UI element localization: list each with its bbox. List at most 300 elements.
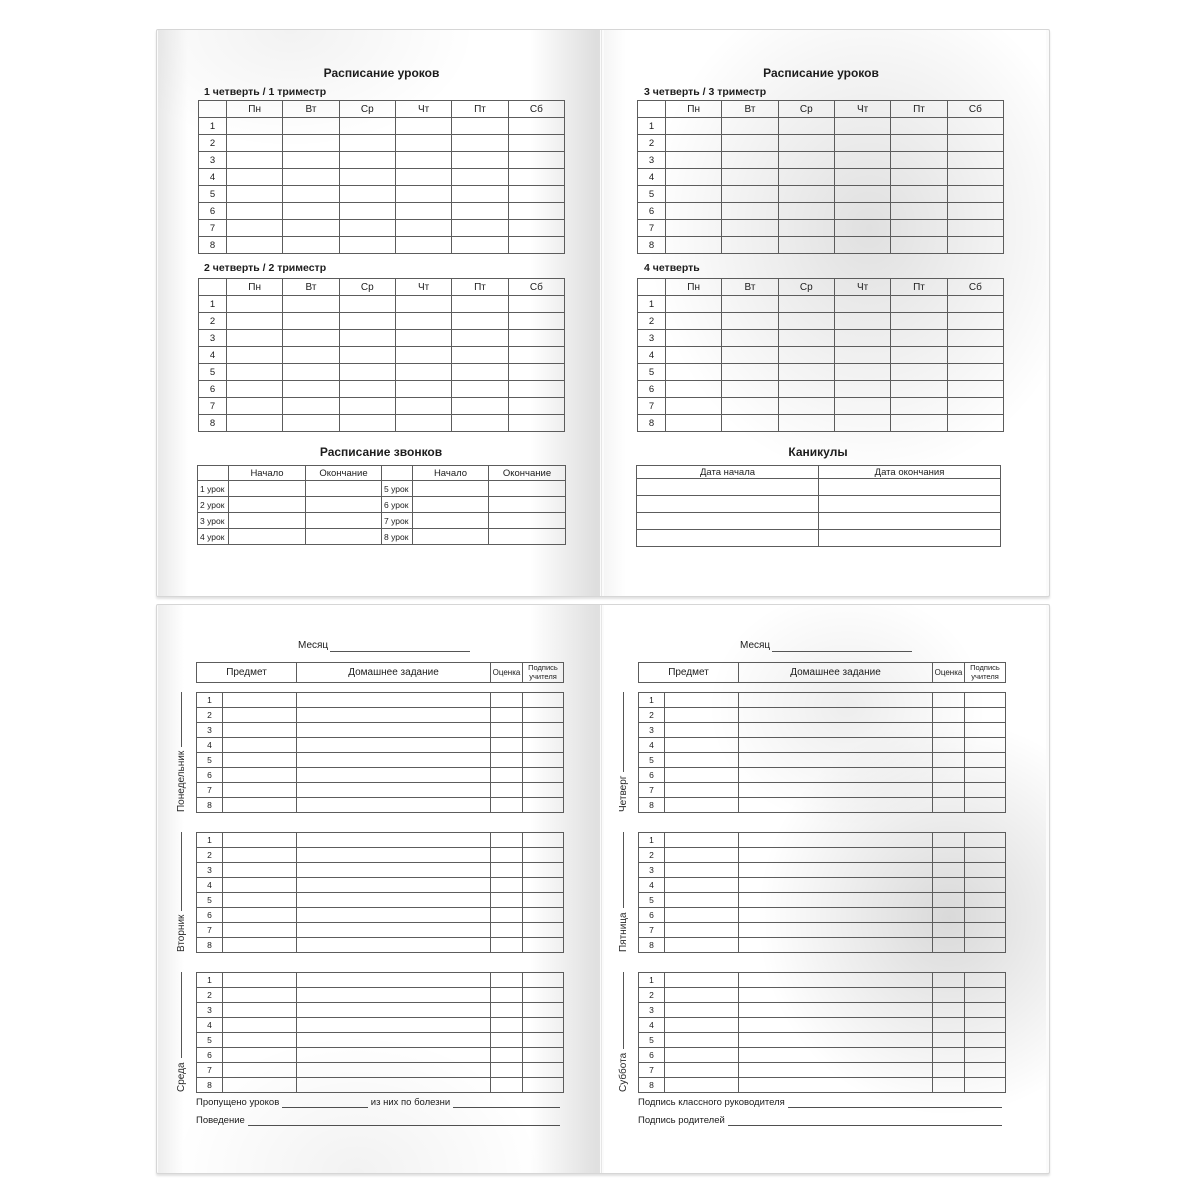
homework-cell	[297, 693, 491, 708]
homework-cell	[739, 738, 933, 753]
weekday-header-cell: Вт	[722, 101, 778, 118]
lesson-number-cell: 6	[199, 203, 227, 220]
schedule-empty-cell	[452, 313, 508, 330]
schedule-empty-cell	[666, 364, 722, 381]
day-row	[639, 908, 1006, 923]
subject-cell	[665, 1078, 739, 1093]
schedule-empty-cell	[452, 220, 508, 237]
lesson-number-cell: 3	[639, 723, 665, 738]
schedule-empty-cell	[452, 347, 508, 364]
lesson-number-cell: 1	[639, 833, 665, 848]
signature-cell	[965, 798, 1006, 813]
signature-cell	[965, 738, 1006, 753]
signature-cell	[965, 973, 1006, 988]
weekday-header-cell: Пн	[666, 101, 722, 118]
schedule-empty-cell	[508, 398, 564, 415]
lesson-number-cell: 8	[199, 237, 227, 254]
schedule-empty-cell	[452, 381, 508, 398]
schedule-empty-cell	[227, 203, 283, 220]
signature-cell	[523, 798, 564, 813]
schedule-empty-cell	[891, 364, 947, 381]
schedule-empty-cell	[395, 237, 451, 254]
schedule-row	[638, 118, 1004, 135]
grade-header-cell: Оценка	[933, 663, 965, 683]
grade-cell	[933, 863, 965, 878]
homework-cell	[297, 1003, 491, 1018]
schedule-row	[199, 169, 565, 186]
lesson-number-cell: 2	[197, 988, 223, 1003]
schedule-empty-cell	[947, 330, 1003, 347]
signature-cell	[965, 878, 1006, 893]
schedule-empty-cell	[891, 152, 947, 169]
schedule-empty-cell	[778, 186, 834, 203]
grade-cell	[491, 768, 523, 783]
month-underline	[330, 651, 470, 652]
lesson-number-cell: 4	[197, 1018, 223, 1033]
schedule-empty-cell	[339, 364, 395, 381]
schedule-row	[638, 152, 1004, 169]
lesson-number-cell: 7	[199, 398, 227, 415]
teacher-signature-header-cell: Подпись учителя	[523, 663, 564, 683]
bells-empty-cell	[413, 497, 489, 513]
lesson-number-cell: 3	[638, 152, 666, 169]
subject-cell	[665, 753, 739, 768]
day-row	[197, 783, 564, 798]
weekday-header-cell: Ср	[339, 279, 395, 296]
signature-cell	[523, 1003, 564, 1018]
bells-header-cell: Окончание	[306, 466, 382, 481]
schedule-empty-cell	[283, 330, 339, 347]
bells-empty-cell	[413, 481, 489, 497]
signature-cell	[965, 863, 1006, 878]
grade-cell	[491, 1078, 523, 1093]
schedule-row	[199, 347, 565, 364]
bells-empty-cell	[229, 529, 306, 545]
lesson-number-cell: 5	[199, 186, 227, 203]
schedule-empty-cell	[834, 415, 890, 432]
schedule-empty-cell	[722, 296, 778, 313]
schedule-empty-cell	[666, 152, 722, 169]
schedule-empty-cell	[778, 203, 834, 220]
section-label-quarter-3: 3 четверть / 3 триместр	[644, 86, 767, 98]
subject-header-cell: Предмет	[639, 663, 739, 683]
lesson-number-cell: 4	[199, 347, 227, 364]
grade-cell	[933, 1078, 965, 1093]
grade-cell	[491, 693, 523, 708]
day-row	[197, 988, 564, 1003]
schedule-empty-cell	[834, 203, 890, 220]
schedule-row	[199, 398, 565, 415]
corner-cell	[638, 101, 666, 118]
vacations-row	[637, 513, 1001, 530]
schedule-empty-cell	[508, 220, 564, 237]
weekday-header-cell: Пн	[666, 279, 722, 296]
schedule-empty-cell	[452, 118, 508, 135]
day-row	[639, 1033, 1006, 1048]
schedule-empty-cell	[395, 398, 451, 415]
vacations-empty-cell	[819, 479, 1001, 496]
schedule-empty-cell	[227, 347, 283, 364]
schedule-empty-cell	[947, 186, 1003, 203]
lesson-number-cell: 7	[199, 220, 227, 237]
signature-cell	[523, 908, 564, 923]
schedule-empty-cell	[722, 169, 778, 186]
signature-cell	[523, 783, 564, 798]
page-spine-divider	[601, 30, 602, 596]
bells-schedule-table	[197, 465, 566, 545]
grade-cell	[491, 923, 523, 938]
schedule-empty-cell	[834, 313, 890, 330]
day-row	[639, 798, 1006, 813]
homework-cell	[297, 1063, 491, 1078]
schedule-empty-cell	[834, 152, 890, 169]
signature-cell	[523, 1048, 564, 1063]
grade-cell	[933, 893, 965, 908]
subject-cell	[665, 798, 739, 813]
page-schedule-right	[604, 30, 1046, 596]
weekday-header-cell: Сб	[947, 101, 1003, 118]
subject-cell	[223, 738, 297, 753]
diary-header-row	[639, 663, 1006, 683]
lesson-number-cell: 1	[638, 296, 666, 313]
schedule-empty-cell	[891, 169, 947, 186]
schedule-empty-cell	[834, 364, 890, 381]
schedule-empty-cell	[452, 398, 508, 415]
day-row	[639, 863, 1006, 878]
day-row	[639, 783, 1006, 798]
subject-cell	[665, 923, 739, 938]
homework-cell	[297, 938, 491, 953]
day-row	[197, 878, 564, 893]
schedule-empty-cell	[339, 398, 395, 415]
grade-cell	[933, 908, 965, 923]
signature-cell	[965, 833, 1006, 848]
schedule-row	[199, 415, 565, 432]
schedule-empty-cell	[283, 186, 339, 203]
signature-cell	[523, 863, 564, 878]
schedule-empty-cell	[722, 313, 778, 330]
schedule-row	[199, 186, 565, 203]
lesson-number-cell: 6	[199, 381, 227, 398]
schedule-empty-cell	[508, 364, 564, 381]
vacations-title: Каникулы	[788, 445, 848, 459]
schedule-empty-cell	[947, 347, 1003, 364]
signature-cell	[965, 768, 1006, 783]
homework-cell	[297, 783, 491, 798]
day-row	[639, 938, 1006, 953]
subject-cell	[223, 1033, 297, 1048]
lesson-number-cell: 1	[197, 833, 223, 848]
day-row	[639, 988, 1006, 1003]
schedule-empty-cell	[778, 237, 834, 254]
lesson-number-cell: 6	[197, 1048, 223, 1063]
homework-cell	[297, 1018, 491, 1033]
section-label-quarter-4: 4 четверть	[644, 262, 700, 274]
day-row	[197, 1078, 564, 1093]
signature-cell	[965, 923, 1006, 938]
subject-cell	[223, 1078, 297, 1093]
subject-cell	[223, 1063, 297, 1078]
sick-lessons-label: из них по болезни	[370, 1097, 451, 1108]
homework-cell	[297, 848, 491, 863]
bells-empty-cell	[229, 481, 306, 497]
schedule-empty-cell	[395, 152, 451, 169]
lesson-number-cell: 8	[197, 1078, 223, 1093]
schedule-empty-cell	[666, 135, 722, 152]
schedule-empty-cell	[778, 118, 834, 135]
grade-cell	[933, 973, 965, 988]
schedule-empty-cell	[508, 118, 564, 135]
schedule-empty-cell	[339, 118, 395, 135]
homework-cell	[297, 1048, 491, 1063]
schedule-empty-cell	[778, 296, 834, 313]
schedule-empty-cell	[395, 186, 451, 203]
weekday-header-cell: Ср	[778, 101, 834, 118]
schedule-empty-cell	[508, 135, 564, 152]
subject-cell	[665, 893, 739, 908]
lesson-number-cell: 5	[197, 1033, 223, 1048]
schedule-empty-cell	[947, 381, 1003, 398]
homework-cell	[297, 723, 491, 738]
vacations-header-cell: Дата окончания	[819, 466, 1001, 479]
schedule-empty-cell	[339, 296, 395, 313]
signature-cell	[965, 693, 1006, 708]
grade-cell	[491, 738, 523, 753]
grade-cell	[933, 848, 965, 863]
subject-cell	[665, 863, 739, 878]
schedule-empty-cell	[947, 237, 1003, 254]
signature-cell	[965, 1033, 1006, 1048]
schedule-empty-cell	[891, 415, 947, 432]
weekday-header-cell: Сб	[508, 279, 564, 296]
lesson-number-cell: 6	[639, 768, 665, 783]
schedule-empty-cell	[666, 237, 722, 254]
day-row	[197, 738, 564, 753]
lesson-schedule-table-q2	[198, 278, 565, 432]
lesson-number-cell: 5	[199, 364, 227, 381]
subject-cell	[223, 1048, 297, 1063]
homework-cell	[739, 893, 933, 908]
grade-cell	[491, 708, 523, 723]
subject-cell	[665, 708, 739, 723]
month-field	[740, 639, 912, 652]
lesson-label-cell: 6 урок	[382, 497, 413, 513]
lesson-number-cell: 4	[199, 169, 227, 186]
signature-cell	[523, 753, 564, 768]
behavior-label: Поведение	[196, 1115, 245, 1126]
schedule-empty-cell	[508, 296, 564, 313]
schedule-empty-cell	[508, 203, 564, 220]
homework-cell	[297, 753, 491, 768]
vacations-row	[637, 496, 1001, 513]
signature-cell	[965, 1078, 1006, 1093]
footer-parents-signature-row	[638, 1114, 1005, 1127]
weekday-header-cell: Пн	[227, 101, 283, 118]
schedule-empty-cell	[395, 313, 451, 330]
lesson-number-cell: 5	[639, 893, 665, 908]
day-row	[639, 1048, 1006, 1063]
homework-cell	[297, 798, 491, 813]
schedule-empty-cell	[722, 203, 778, 220]
homework-header-cell: Домашнее задание	[297, 663, 491, 683]
schedule-empty-cell	[834, 169, 890, 186]
grade-cell	[933, 1048, 965, 1063]
footer-teacher-signature-row	[638, 1096, 1005, 1109]
subject-cell	[665, 973, 739, 988]
bells-empty-cell	[306, 497, 382, 513]
schedule-empty-cell	[722, 186, 778, 203]
schedule-empty-cell	[283, 364, 339, 381]
schedule-empty-cell	[508, 415, 564, 432]
vacations-row	[637, 479, 1001, 496]
signature-cell	[523, 1078, 564, 1093]
lesson-number-cell: 8	[197, 798, 223, 813]
schedule-empty-cell	[395, 347, 451, 364]
schedule-empty-cell	[947, 152, 1003, 169]
lesson-number-cell: 7	[639, 1063, 665, 1078]
lesson-number-cell: 3	[639, 1003, 665, 1018]
schedule-empty-cell	[947, 135, 1003, 152]
lesson-number-cell: 1	[197, 693, 223, 708]
grade-cell	[491, 723, 523, 738]
homework-cell	[739, 863, 933, 878]
day-row	[197, 693, 564, 708]
homework-cell	[739, 753, 933, 768]
subject-cell	[223, 878, 297, 893]
grade-cell	[933, 768, 965, 783]
lesson-number-cell: 8	[639, 798, 665, 813]
schedule-empty-cell	[227, 296, 283, 313]
homework-cell	[297, 988, 491, 1003]
signature-cell	[523, 893, 564, 908]
subject-cell	[223, 693, 297, 708]
homework-cell	[739, 1078, 933, 1093]
lesson-number-cell: 8	[199, 415, 227, 432]
homework-cell	[739, 1033, 933, 1048]
lesson-label-cell: 1 урок	[198, 481, 229, 497]
grade-cell	[491, 798, 523, 813]
schedule-empty-cell	[452, 296, 508, 313]
day-row	[197, 893, 564, 908]
day-row	[639, 738, 1006, 753]
weekday-header-cell: Сб	[947, 279, 1003, 296]
subject-cell	[665, 1003, 739, 1018]
grade-cell	[933, 798, 965, 813]
schedule-empty-cell	[283, 220, 339, 237]
subject-cell	[223, 923, 297, 938]
day-row	[639, 878, 1006, 893]
lesson-number-cell: 6	[638, 203, 666, 220]
lesson-number-cell: 5	[638, 364, 666, 381]
schedule-empty-cell	[722, 135, 778, 152]
schedule-empty-cell	[283, 313, 339, 330]
grade-cell	[933, 923, 965, 938]
schedule-empty-cell	[283, 135, 339, 152]
schedule-empty-cell	[283, 203, 339, 220]
vacations-row	[637, 530, 1001, 547]
footer-behavior-row	[196, 1114, 563, 1127]
day-table-saturday	[638, 972, 1006, 1093]
schedule-empty-cell	[834, 296, 890, 313]
grade-cell	[491, 863, 523, 878]
bells-empty-cell	[489, 497, 566, 513]
signature-cell	[965, 1018, 1006, 1033]
schedule-empty-cell	[452, 364, 508, 381]
schedule-empty-cell	[834, 186, 890, 203]
signature-cell	[523, 878, 564, 893]
schedule-empty-cell	[452, 186, 508, 203]
schedule-empty-cell	[227, 169, 283, 186]
schedule-empty-cell	[508, 152, 564, 169]
homework-cell	[297, 833, 491, 848]
subject-cell	[665, 908, 739, 923]
schedule-empty-cell	[339, 347, 395, 364]
day-row	[197, 833, 564, 848]
lesson-number-cell: 5	[639, 1033, 665, 1048]
lesson-number-cell: 3	[197, 1003, 223, 1018]
missed-lessons-line	[282, 1107, 368, 1108]
vacations-empty-cell	[637, 479, 819, 496]
day-label-friday: Пятница	[617, 832, 631, 952]
day-row	[639, 693, 1006, 708]
subject-cell	[665, 723, 739, 738]
corner-cell	[638, 279, 666, 296]
schedule-row	[638, 313, 1004, 330]
schedule-empty-cell	[339, 330, 395, 347]
schedule-empty-cell	[722, 364, 778, 381]
schedule-empty-cell	[227, 381, 283, 398]
schedule-row	[638, 330, 1004, 347]
bells-header-cell: Начало	[229, 466, 306, 481]
schedule-empty-cell	[666, 203, 722, 220]
subject-cell	[665, 938, 739, 953]
homework-cell	[739, 693, 933, 708]
day-row	[197, 753, 564, 768]
lesson-number-cell: 6	[197, 768, 223, 783]
schedule-empty-cell	[339, 237, 395, 254]
parents-signature-line	[728, 1125, 1002, 1126]
schedule-empty-cell	[395, 169, 451, 186]
grade-cell	[933, 1063, 965, 1078]
grade-cell	[491, 1018, 523, 1033]
grade-cell	[491, 908, 523, 923]
page-spine-divider	[601, 605, 602, 1173]
lesson-number-cell: 8	[638, 415, 666, 432]
grade-cell	[491, 973, 523, 988]
bells-empty-cell	[229, 497, 306, 513]
lesson-label-cell: 7 урок	[382, 513, 413, 529]
signature-cell	[965, 783, 1006, 798]
homework-cell	[297, 768, 491, 783]
signature-cell	[523, 833, 564, 848]
schedule-row	[638, 186, 1004, 203]
grade-cell	[491, 1033, 523, 1048]
day-row	[639, 1063, 1006, 1078]
signature-cell	[523, 1033, 564, 1048]
schedule-empty-cell	[778, 152, 834, 169]
schedule-empty-cell	[722, 381, 778, 398]
corner-cell	[199, 101, 227, 118]
schedule-empty-cell	[834, 381, 890, 398]
schedule-header-row	[199, 279, 565, 296]
grade-cell	[933, 878, 965, 893]
schedule-empty-cell	[722, 118, 778, 135]
diary-column-header-table	[196, 662, 564, 683]
bells-empty-cell	[489, 529, 566, 545]
bells-empty-cell	[306, 513, 382, 529]
schedule-empty-cell	[778, 220, 834, 237]
schedule-empty-cell	[227, 364, 283, 381]
